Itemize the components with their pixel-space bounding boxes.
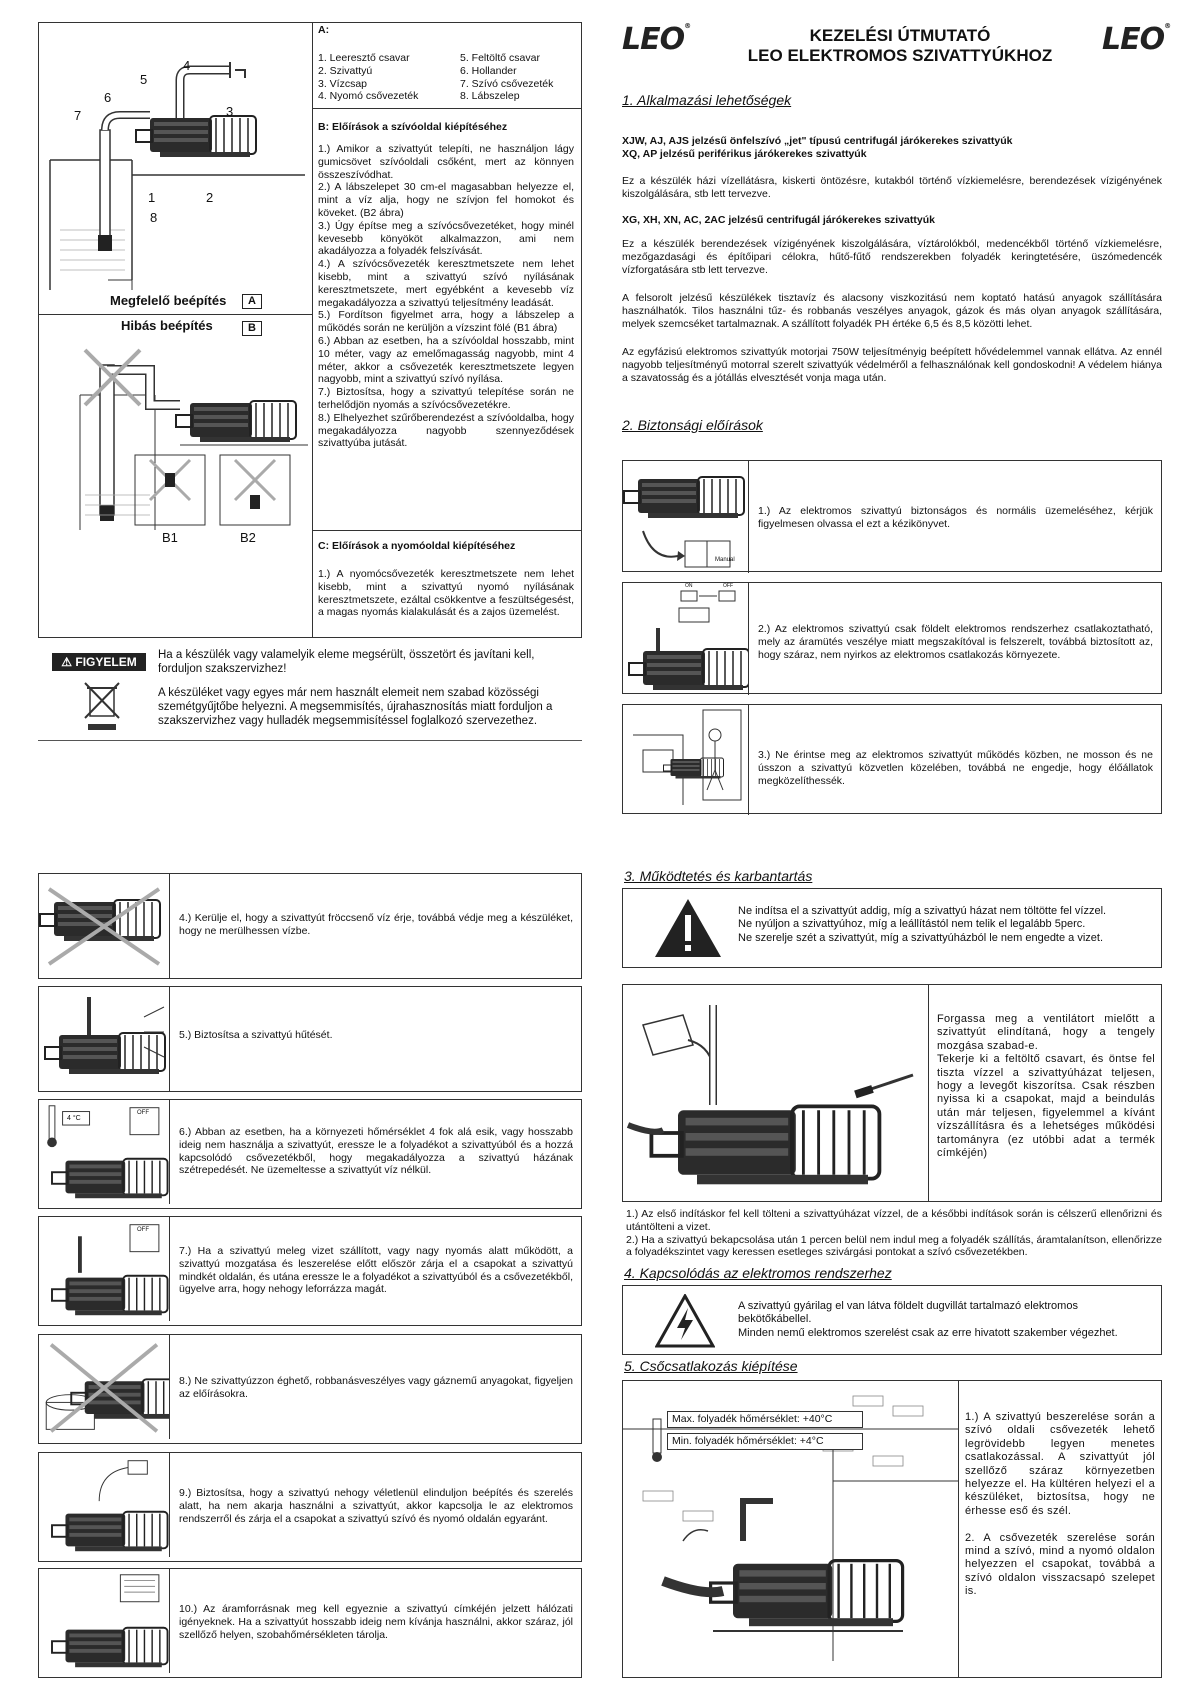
warning-triangle-icon: ⚠ <box>61 655 73 669</box>
fig-b1-label: B1 <box>162 530 178 545</box>
safety-text-1: 1.) Az elektromos szivattyú biztonságos és normális üzemeléséhez, kérjük figyelmesen olvassa el ezt a kézikönyvet. <box>758 505 1153 530</box>
part-item: 4. Nyomó csővezeték <box>318 90 419 103</box>
part-num-4: 4 <box>183 58 191 73</box>
part-num-2: 2 <box>206 190 214 205</box>
row-7-text: 7.) Ha a szivattyú meleg vizet szállított, vagy nagy nyomás alatt működött, a szivattyú mozgatása és leszerelése előtt először zárja el a csapokat a szivattyú mindkét oldalán, és utána eressze le a folyadékot a szivattyúból és a csővezetékből, ügyelve arra, hogy nehogy leforrázza magát. <box>179 1245 573 1296</box>
sec1-p4: Az egyfázisú elektromos szivattyúk motorjai 750W teljesítményig beépített hővédelemmel vannak ellátva. Az ennél nagyobb teljesítményű motorral szerelt szivattyúk védelméről a felhasználónak kell gondoskodni! A védelem hiánya a szavatosság és a jótállás elvesztését vonja maga után. <box>622 346 1162 384</box>
max-temp-label: Max. folyadék hőmérséklet: +40°C <box>667 1411 863 1428</box>
sec1-p3: A felsorolt jelzésű készülékek tisztavíz és alacsony viszkozitású nem koptató hatású anyagok szállítására használhatók. Tilos használni tűz- és robbanás veszélyes anyagok, gázok és más olyan anyagok szállítására, melyek szemcséket tartalmaznak. A szállított folyadék PH értéke 6,5 és 8,5 közötti lehet. <box>622 292 1162 330</box>
flammable-illustration <box>39 1335 170 1439</box>
bad-install-tag: B <box>242 321 262 336</box>
sec5-side-divider <box>958 1381 959 1677</box>
row-10 <box>38 1568 582 1678</box>
min-temp-label: Min. folyadék hőmérséklet: +4°C <box>667 1433 863 1450</box>
temp-label: 4 °C <box>67 1115 81 1122</box>
part-item: 8. Lábszelep <box>460 90 520 103</box>
sec1-sub1a: XJW, AJ, AJS jelzésű önfelszívó „jet" típusú centrifugál járókerekes szivattyúk <box>622 135 1013 147</box>
page-title <box>690 26 1110 65</box>
sec1-p1: Ez a készülék házi vízellátásra, kiskerti öntözésre, kutakból történő vízkiemelésre, berendezések vízigényének kiszolgálására, stb lett tervezve. <box>622 175 1162 200</box>
install-divider-v <box>312 22 313 638</box>
install-divider-h <box>38 314 312 315</box>
exclamation-warning-icon <box>653 897 723 959</box>
part-num-1: 1 <box>148 190 156 205</box>
safety-text-2: 2.) Az elektromos szivattyú csak földelt elektromos rendszerhez csatlakoztatható, mely az áramütés veszélye miatt megszakítóval is felszerelt, továbbá biztosított az, hogy száraz, nem nyirkos az elektromos csatlakozás környezete. <box>758 623 1153 661</box>
priming-illustration <box>623 985 923 1201</box>
part-item: 3. Vízcsap <box>318 77 368 90</box>
electric-hazard-icon <box>655 1294 715 1348</box>
good-install-tag: A <box>242 294 262 309</box>
row-5 <box>38 986 582 1092</box>
sec4-heading: 4. Kapcsolódás az elektromos rendszerhez <box>624 1265 892 1281</box>
part-num-8: 8 <box>150 210 158 225</box>
warning-badge-label: FIGYELEM <box>75 655 137 669</box>
sec3-side-divider <box>928 985 929 1201</box>
safety-row-2 <box>622 582 1162 694</box>
splash-illustration <box>39 874 170 978</box>
sec4-box <box>622 1285 1162 1355</box>
sec3-warn-text: Ne indítsa el a szivattyút addig, míg a szivattyú házat nem töltötte fel vízzel. Ne nyúljon a szivattyúhoz, míg a leállítástól nem telik el legalább 5perc. Ne szerelje szét a szivattyút, míg a szivattyúházból le nem engedte a vizet. <box>738 905 1107 944</box>
off-switch-label-6: OFF <box>137 1110 149 1116</box>
hot-water-illustration <box>39 1217 170 1321</box>
sec3-notes: 1.) Az első indításkor fel kell tölteni a szivattyúházat vízzel, de a későbbi indítások során is célszerű ellenőrizni és utántölteni a vizet. 2.) Ha a szivattyú bekapcsolása után 1 percen belül nem indul meg a folyadék szállítás, áramtalanítson, ellenőrizze a folyadékszintet vagy keressen esetleges szivárgási pontokat a szívó csővezetékben. <box>626 1208 1162 1259</box>
leo-logo-left: LEO® <box>622 22 691 57</box>
sec5-box <box>622 1380 1162 1678</box>
row-4-text: 4.) Kerülje el, hogy a szivattyút fröccsenő víz érje, továbbá védje meg a készüléket, hogy ne merülhessen vízbe. <box>179 912 573 937</box>
warning-badge <box>52 653 146 671</box>
pressure-text: 1.) A nyomócsővezeték keresztmetszete nem lehet kisebb, mint a szivattyú nyomó nyílásának keresztmetszete, ezáltal csökkentve a feszültségesést, a magas nyomás kialakulását és a zajos üzemelést. <box>318 568 574 619</box>
part-num-6: 6 <box>104 90 112 105</box>
title-line-2: LEO ELEKTROMOS SZIVATTYÚKHOZ <box>747 45 1053 65</box>
part-item: 6. Hollander <box>460 64 517 77</box>
part-item: 1. Leeresztő csavar <box>318 52 410 64</box>
sec1-sub1b: XQ, AP jelzésű periférikus járókerekes szivattyúk <box>622 148 867 160</box>
cooling-illustration <box>39 987 170 1091</box>
off-switch-label-7: OFF <box>137 1227 149 1233</box>
sec5-text: 1.) A szivattyú beszerelése során a szívó oldali csővezeték lehető legrövidebb legyen menetes csatlakozással. A szivattyút jól szellőző száraz környezetben helyezze el. Ha kültéren helyezi el a készüléket, biztosítsa, hogy ne érhesse eső és szél. 2. A csővezeték szerelése során mind a szívó, mind a nyomó oldalon helyezzen el csapokat, továbbá a szívó oldalon visszacsapó szelepet is. <box>965 1411 1155 1598</box>
row-8 <box>38 1334 582 1444</box>
part-item: 7. Szívó csővezeték <box>460 77 554 90</box>
sec3-side-text: Forgassa meg a ventilátort mielőtt a szivattyút elindítaná, hogy a tengely mozgása szabad-e. Tekerje ki a feltöltő csavart, és öntse fel tiszta vízzel a szivattyúházat teljesen, hogy a levegőt kiszorítsa. Csak részben nyissa ki a csapokat, majd a beindulás után már teljesen, figyelemmel a kívánt vízszállításra és a lehetséges működési tartományra (ez utóbbi adat a termék címkéjén) <box>937 1013 1155 1160</box>
sec1-p2: Ez a készülék berendezések vízigényének kiszolgálására, víztárolókból, medencékből történő vízkiemelésre, mezőgazdasági és építőipari célokra, hűtő-fűtő rendszerekben folyadék keringtetésére, üszómedencék vízforgatására stb lett tervezve. <box>622 238 1162 276</box>
label-illustration <box>39 1569 170 1673</box>
part-num-3: 3 <box>226 104 234 119</box>
row-7 <box>38 1216 582 1326</box>
unplug-illustration <box>39 1453 170 1557</box>
warning-text-1: Ha a készülék vagy valamelyik eleme megsérült, összetört és javítani kell, forduljon szakszervizhez! <box>158 649 535 676</box>
weee-bin-icon <box>82 680 122 732</box>
row-6 <box>38 1099 582 1209</box>
suction-divider <box>312 530 582 531</box>
part-item: 5. Feltöltő csavar <box>460 52 540 64</box>
sec3-heading: 3. Működtetés és karbantartás <box>624 868 813 884</box>
safety-text-3: 3.) Ne érintse meg az elektromos szivattyút működés közben, ne mosson és ne ússzon a szivattyú közvetlen közelében, továbbá ne engedje, hogy élőállatok megközelíthessék. <box>758 749 1153 787</box>
off-label: OFF <box>723 583 733 589</box>
row-4 <box>38 873 582 979</box>
bad-install-illustration <box>40 345 310 535</box>
parts-divider <box>312 108 582 109</box>
warning-text-2: A készüléket vagy egyes már nem használt elemeit nem szabad közösségi szemétgyűjtőbe helyezni. A megsemmisítés, újrahasznosítás miatt forduljon a szakszervizhez vagy hulladék megsemmisítéssel foglalkozó szervezethez. <box>158 687 553 728</box>
grounding-illustration <box>623 583 749 695</box>
title-line-1: KEZELÉSI ÚTMUTATÓ <box>809 26 991 45</box>
suction-heading: B: Előírások a szívóoldal kiépítéséhez <box>318 121 508 133</box>
row-8-text: 8.) Ne szivattyúzzon éghető, robbanásveszélyes vagy gáznemű anyagokat, figyeljen az előírásokra. <box>179 1375 573 1400</box>
pressure-heading: C: Előírások a nyomóoldal kiépítéséhez <box>318 540 516 552</box>
manual-label: Manual <box>715 557 735 563</box>
bad-install-label: Hibás beépítés <box>121 318 213 333</box>
sec1-heading: 1. Alkalmazási lehetőségek <box>622 92 792 108</box>
good-install-illustration <box>40 40 310 290</box>
row-5-text: 5.) Biztosítsa a szivattyú hűtését. <box>179 1029 333 1041</box>
part-item: 2. Szivattyú <box>318 64 373 77</box>
part-num-5: 5 <box>140 72 148 87</box>
row-9 <box>38 1452 582 1562</box>
leo-logo-right: LEO® <box>1102 22 1171 57</box>
safety-row-3 <box>622 704 1162 814</box>
warning-rule <box>38 740 582 741</box>
row-6-text: 6.) Abban az esetben, ha a környezeti hőmérséklet 4 fok alá esik, vagy hosszabb ideig nem használja a szivattyút, eressze le a folyadékot a szivattyúból és a hozzá kapcsolódó csővezetékből, hogy megakadályozza a szivattyú házának szétrepedését. Ne üzemeltesse a szivattyút víz nélkül. <box>179 1126 573 1177</box>
sec3-main-box <box>622 984 1162 1202</box>
parts-heading: A: <box>318 24 330 36</box>
sec5-heading: 5. Csőcsatlakozás kiépítése <box>624 1358 798 1374</box>
sec1-sub2: XG, XH, XN, AC, 2AC jelzésű centrifugál járókerekes szivattyúk <box>622 214 935 226</box>
part-num-7: 7 <box>74 108 82 123</box>
good-install-label: Megfelelő beépítés <box>110 293 227 308</box>
fig-b2-label: B2 <box>240 530 256 545</box>
suction-text: 1.) Amikor a szivattyút telepíti, ne használjon lágy gumicsövet szívóoldali csőként, mert az könnyen összeszívódhat. 2.) A lábszelepet 30 cm-el magasabban helyezze el, mint a víz alja, hogy ne szívjon fel homokot és köveket. (B2 ábra) 3.) Úgy építse meg a szívócsővezetéket, hogy minél kevesebb könyököt alkalmazzon, ami nem akadályozza a folyadék felszívását. 4.) A szívócsővezeték keresztmetszete nem lehet kisebb, mint a szivattyú szívó nyílásának keresztmetszete, mert egyébként a kevesebb víz megakadályozza a szivattyú teljesítmény leadását. 5.) Fordítson figyelmet arra, hogy a lábszelep a működés során ne kerüljön a vízszint fölé (B1 ábra) 6.) Abban az esetben, ha a szívóoldal hosszabb, mint 10 méter, vagy az emelőmagasság nagyobb, mint 4 méter, akkor a csővezeték keresztmetszete legyen nagyobb, mint a szivattyú szívó nyílása. 7.) Biztosítsa, hogy a szivattyú telepítése során ne terhelődjön nyomás a szívócsővezetékre. 8.) Elhelyezhet szűrőberendezést a szívóoldalba, hogy megakadályozza nagyobb szennyeződések szivattyúba jutását. <box>318 143 574 450</box>
no-touch-illustration <box>623 705 749 815</box>
row-10-text: 10.) Az áramforrásnak meg kell egyeznie a szivattyú címkéjén jelzett hálózati igényeknek. Ha a szivattyút hosszabb ideig nem kívánja használni, akkor száraz, jól szellőző helyen, szobahőmérsékleten tárolja. <box>179 1603 573 1641</box>
on-label: ON <box>685 583 693 589</box>
sec3-warn-box <box>622 888 1162 968</box>
frost-illustration <box>39 1100 170 1204</box>
parts-col-1 <box>318 52 458 103</box>
parts-col-2 <box>460 52 580 103</box>
sec4-text: A szivattyú gyárilag el van látva földelt dugvillát tartalmazó elektromos bekötőkábellel. Minden nemű elektromos szerelést csak az erre hivatott szakember végezhet. <box>738 1300 1118 1339</box>
row-9-text: 9.) Biztosítsa, hogy a szivattyú nehogy véletlenül elinduljon beépítés és szerelés alatt, ha nem akarja használni a szivattyút, akkor kapcsolja le az elektromos rendszerről és zárja el a csapokat a szivattyú szívó és nyomó oldalán egyaránt. <box>179 1487 573 1525</box>
safety-row-1 <box>622 460 1162 572</box>
sec2-heading: 2. Biztonsági előírások <box>622 417 763 433</box>
